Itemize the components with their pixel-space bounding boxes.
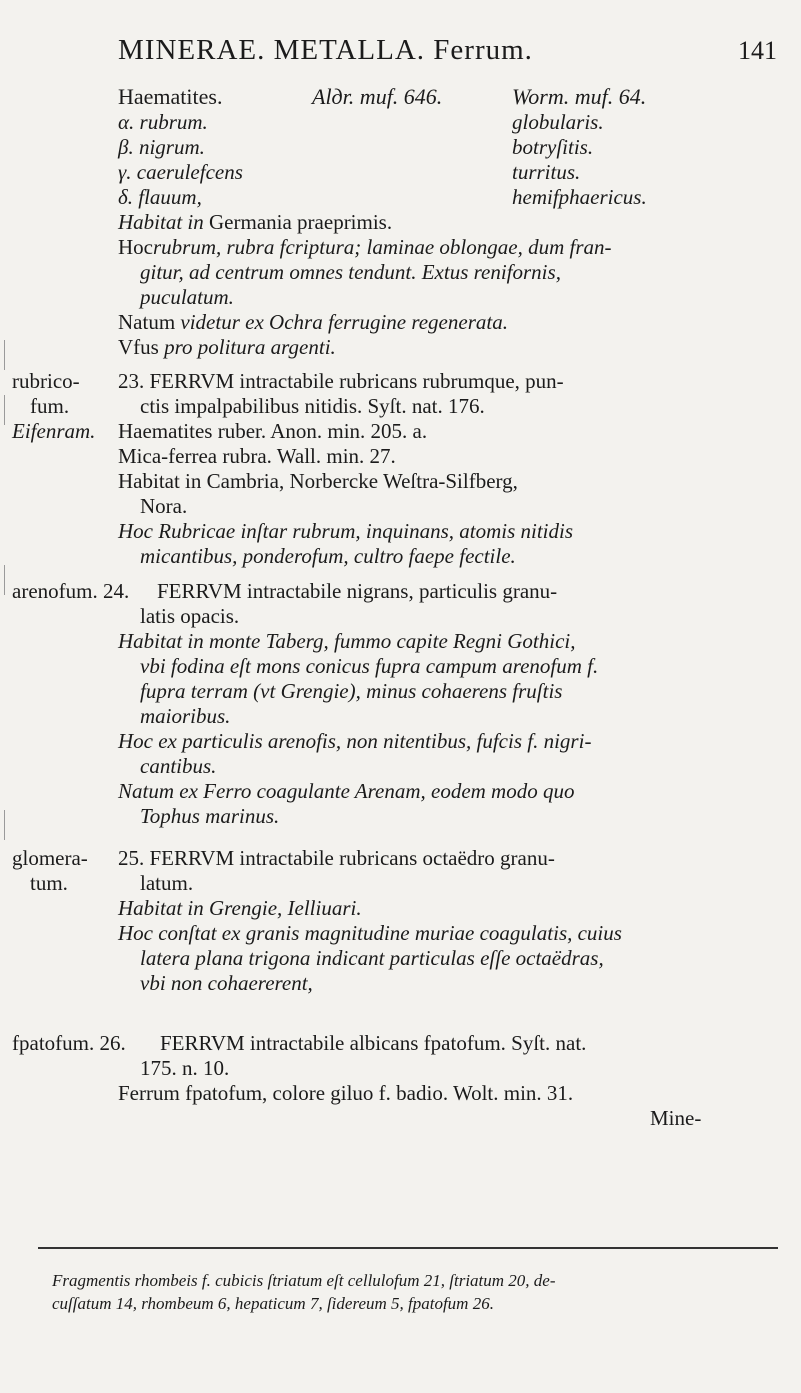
entry-23-line: Mica-ferrea rubra. Wall. min. 27. bbox=[118, 444, 396, 468]
entry-24-line: FERRVM intractabile nigrans, particulis granu- bbox=[157, 579, 558, 603]
entry-23-line: 23. FERRVM intractabile rubricans rubrumque, pun- bbox=[118, 369, 564, 393]
entry-26-line: FERRVM intractabile albicans fpatofum. Syſt. nat. bbox=[160, 1031, 587, 1055]
entry-24-line: Natum ex Ferro coagulante Arenam, eodem modo quo bbox=[118, 779, 575, 803]
page-number: 141 bbox=[738, 36, 777, 65]
entry-25-line: 25. FERRVM intractabile rubricans octaëdro granu- bbox=[118, 846, 555, 870]
margin-note: fum. bbox=[30, 394, 70, 418]
description-text: rubrum, rubra fcriptura; laminae oblongae, dum fran- bbox=[153, 235, 612, 259]
entry-23-line: Haematites ruber. Anon. min. 205. a. bbox=[118, 419, 428, 443]
entry-24-line: Hoc ex particulis arenofis, non nitentibus, fufcis f. nigri- bbox=[118, 729, 592, 753]
footnote-line: Fragmentis rhombeis f. cubicis ſtriatum eſt cellulofum 21, ſtriatum 20, de- bbox=[52, 1271, 556, 1290]
page-edge-mark bbox=[4, 395, 5, 425]
entry-24-line: Tophus marinus. bbox=[140, 804, 280, 828]
variety-synonym: hemifphaericus. bbox=[512, 185, 647, 209]
page-header bbox=[0, 34, 801, 74]
footnote-line: cuſſatum 14, rhombeum 6, hepaticum 7, ſidereum 5, fpatofum 26. bbox=[52, 1294, 494, 1313]
usus-line bbox=[118, 334, 336, 360]
entry-23-line: micantibus, ponderofum, cultro faepe fectile. bbox=[140, 544, 516, 568]
habitat-line bbox=[118, 209, 392, 235]
entry-24-line: cantibus. bbox=[140, 754, 217, 778]
entry-25-line: latum. bbox=[140, 871, 194, 895]
habitat-text: Germania praeprimis. bbox=[209, 210, 393, 234]
entry-23-line: Habitat in Cambria, Norbercke Weſtra-Silfberg, bbox=[118, 469, 518, 493]
entry-23-line: ctis impalpabilibus nitidis. Syſt. nat. 176. bbox=[140, 394, 485, 418]
variety-label: γ. caerulefcens bbox=[118, 160, 243, 184]
variety-synonym: globularis. bbox=[512, 110, 604, 134]
entry-26-line: Ferrum fpatofum, colore giluo f. badio. Wolt. min. 31. bbox=[118, 1081, 574, 1105]
description-line bbox=[118, 234, 612, 260]
page-edge-mark bbox=[4, 340, 5, 370]
entry-23-line: Hoc Rubricae inſtar rubrum, inquinans, atomis nitidis bbox=[118, 519, 574, 543]
page-edge-mark bbox=[4, 565, 5, 595]
entry-25-line: vbi non cohaererent, bbox=[140, 971, 313, 995]
margin-note: glomera- bbox=[12, 846, 88, 870]
hoc-word: Hoc bbox=[118, 235, 153, 259]
usus-text: pro politura argenti. bbox=[164, 335, 336, 359]
variety-synonym: botryſitis. bbox=[512, 135, 594, 159]
margin-note: arenofum. 24. bbox=[12, 579, 130, 603]
habitat-label: Habitat in bbox=[118, 210, 204, 234]
natum-text: videtur ex Ochra ferrugine regenerata. bbox=[180, 310, 508, 334]
entry-23-line: Nora. bbox=[140, 494, 188, 518]
entry-24-line: Habitat in monte Taberg, fummo capite Regni Gothici, bbox=[118, 629, 576, 653]
entry-24-line: vbi fodina eſt mons conicus fupra campum arenofum f. bbox=[140, 654, 599, 678]
variety-label: β. nigrum. bbox=[118, 135, 205, 159]
entry-25-line: Habitat in Grengie, Ielliuari. bbox=[118, 896, 362, 920]
entry-26-line: 175. n. 10. bbox=[140, 1056, 230, 1080]
margin-note: fpatofum. 26. bbox=[12, 1031, 126, 1055]
haematites-title: Haematites. bbox=[118, 84, 223, 109]
variety-synonym: turritus. bbox=[512, 160, 581, 184]
entry-24-line: maioribus. bbox=[140, 704, 231, 728]
margin-note: rubrico- bbox=[12, 369, 80, 393]
footnote-rule bbox=[38, 1247, 778, 1249]
entry-24-line: fupra terram (vt Grengie), minus cohaerens fruſtis bbox=[140, 679, 563, 703]
usus-label: Vfus bbox=[118, 335, 159, 359]
entry-25-line: Hoc conſtat ex granis magnitudine muriae coagulatis, cuius bbox=[118, 921, 622, 945]
catchword: Mine- bbox=[650, 1106, 702, 1130]
description-line: gitur, ad centrum omnes tendunt. Extus renifornis, bbox=[140, 260, 561, 284]
natum-line bbox=[118, 309, 508, 335]
haematites-ref-worm: Worm. muf. 64. bbox=[512, 84, 647, 109]
margin-note: Eifenram. bbox=[12, 419, 96, 443]
entry-25-line: latera plana trigona indicant particulas eſſe octaëdras, bbox=[140, 946, 604, 970]
running-head: MINERAE. METALLA. Ferrum. bbox=[118, 34, 533, 66]
natum-label: Natum bbox=[118, 310, 176, 334]
haematites-ref-aldr: Alдr. muf. 646. bbox=[312, 84, 443, 109]
variety-label: δ. flauum, bbox=[118, 185, 202, 209]
page-edge-mark bbox=[4, 810, 5, 840]
margin-note: tum. bbox=[30, 871, 68, 895]
variety-label: α. rubrum. bbox=[118, 110, 208, 134]
description-line: puculatum. bbox=[140, 285, 234, 309]
entry-24-line: latis opacis. bbox=[140, 604, 240, 628]
